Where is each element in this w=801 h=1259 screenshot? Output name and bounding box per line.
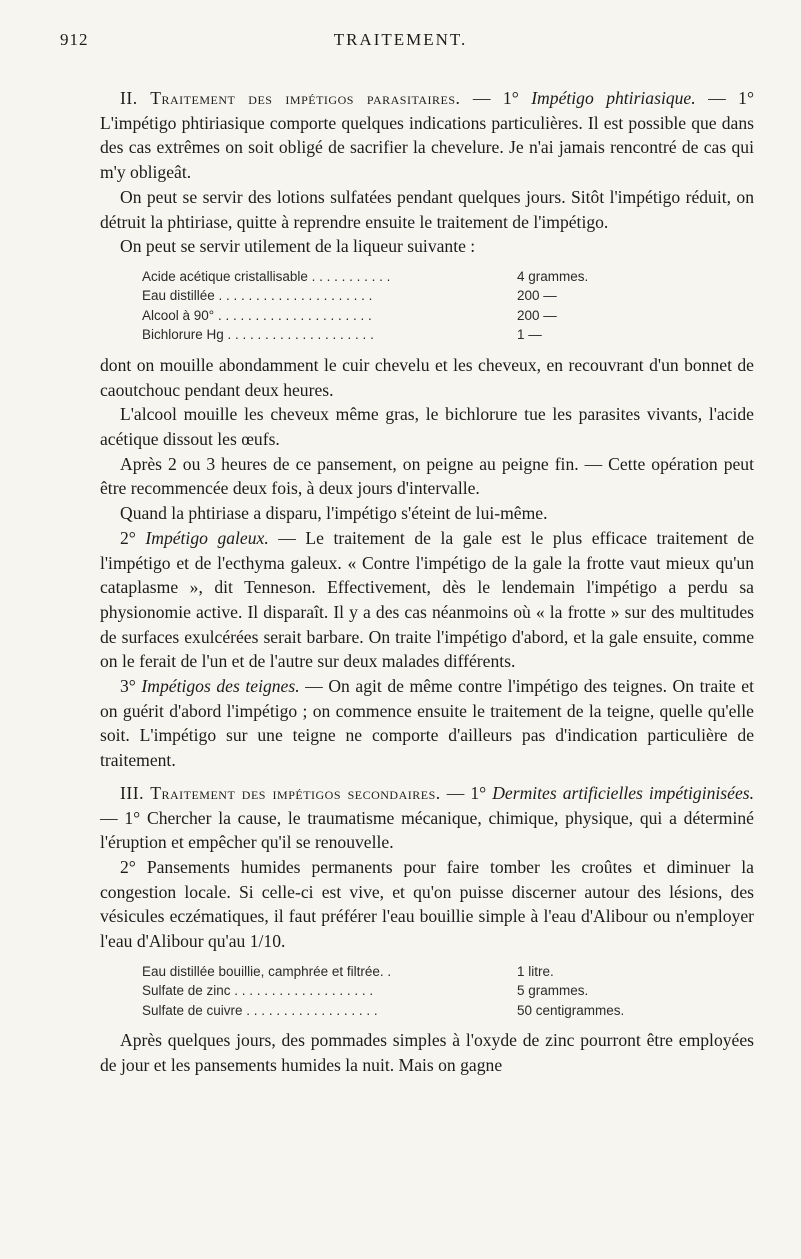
paragraph-text: — 1° L'impétigo phtiriasique comporte quelques indications particulières. Il est possible que dans des cas extrêmes on soit obligé de sacrifier la chevelure. Je n'ai jamais rencontré de cas qui m'y obligeât. (100, 88, 754, 183)
recipe-row (142, 962, 682, 982)
section-heading: III. Traitement des impétigos secondaires. (120, 782, 441, 803)
ingredient-name: Sulfate de zinc . . . . . . . . . . . . . . . . . . . (142, 983, 374, 999)
ingredient-name: Alcool à 90° . . . . . . . . . . . . . . . . . . . . . (142, 307, 372, 323)
paragraph-impetigo-galeux (100, 526, 754, 674)
heading-dash: — 1° (460, 88, 532, 108)
paragraph-text: — 1° Chercher la cause, le traumatisme mécanique, chimique, physique, qui a déterminé l'éruption et empêcher qu'il se renouvelle. (100, 807, 754, 853)
paragraph-section-iii-intro (100, 781, 754, 855)
paragraph: Quand la phtiriase a disparu, l'impétigo s'éteint de lui-même. (120, 503, 548, 524)
recipe-row (142, 1001, 682, 1021)
ingredient-quantity: 1 litre. (517, 963, 554, 979)
ingredient-name: Acide acétique cristallisable . . . . . . . . . . . (142, 268, 391, 284)
paragraph-impetigos-teignes (100, 674, 754, 773)
ingredient-quantity: 50 centigrammes. (517, 1002, 625, 1018)
ingredient-name: Bichlorure Hg . . . . . . . . . . . . . . . . . . . . (142, 327, 374, 343)
subsection-title: Impétigo phtiriasique. (531, 88, 696, 108)
paragraph: Après quelques jours, des pommades simples à l'oxyde de zinc pourront être employées de jour et les pansements humides la nuit. Mais on gagne (100, 1030, 754, 1075)
paragraph: 2° Pansements humides permanents pour faire tomber les croûtes et diminuer la congestion locale. Si celle-ci est vive, et qu'on puisse discerner autour des lésions, des vésicules eczématiques, il faut préférer l'eau bouillie simple à l'eau d'Alibour ou n'employer l'eau d'Alibour qu'au 1/10. (100, 856, 754, 952)
heading-dash: — 1° (440, 782, 493, 803)
paragraph: On peut se servir utilement de la liqueur suivante : (120, 236, 476, 257)
page-header (0, 30, 801, 54)
paragraph-text: — On agit de même contre l'impétigo des teignes. On traite et on guérit d'abord l'impétigo ; on commence ensuite le traitement de la teigne, quelle qu'elle soit. L'impétigo sur une teigne ne comporte d'ailleurs pas d'indication particulière de traitement. (100, 676, 755, 771)
subsection-title: Dermites artificielles impétiginisées. (492, 782, 754, 803)
ingredient-quantity: 200 — (517, 288, 557, 304)
subsection-title: Impétigos des teignes. (141, 676, 300, 697)
item-number: 3° (120, 676, 142, 697)
paragraph-text: — Le traitement de la gale est le plus efficace traitement de l'impétigo et de l'ecthyma galeux. « Contre l'impétigo de la gale la frotte vaut mieux qu'un cataplasme », dit Tenneson. Effectivement, dès le lendemain l'impétigo a perdu sa physionomie active. Il disparaît. Il y a des cas néanmoins où « la frotte » sur des multitudes de surfaces exulcérées serait barbare. On traite l'impétigo d'abord, et la gale ensuite, comme on le ferait de l'un et de l'autre sur deux malades différents. (100, 527, 755, 672)
section-heading: II. Traitement des impétigos parasitaires. (120, 88, 461, 108)
ingredient-name: Eau distillée . . . . . . . . . . . . . . . . . . . . . (142, 288, 373, 304)
item-number: 2° (120, 527, 146, 548)
paragraph: L'alcool mouille les cheveux même gras, le bichlorure tue les parasites vivants, l'acide acétique dissout les œufs. (100, 404, 754, 450)
paragraph: On peut se servir des lotions sulfatées pendant quelques jours. Sitôt l'impétigo réduit, on détruit la phtiriase, quitte à reprendre ensuite le traitement de l'impétigo. (100, 186, 754, 232)
running-title: TRAITEMENT. (333, 30, 468, 49)
page-number: 912 (60, 30, 89, 49)
subsection-title: Impétigo galeux. (145, 527, 269, 548)
ingredient-name: Sulfate de cuivre . . . . . . . . . . . . . . . . . . (142, 1002, 378, 1018)
paragraph-section-ii-intro (100, 86, 754, 185)
page-body (100, 86, 754, 1078)
recipe-list (142, 962, 682, 1021)
recipe-row (142, 306, 682, 326)
recipe-row (142, 286, 682, 306)
ingredient-quantity: 4 grammes. (517, 268, 589, 284)
paragraph: Après 2 ou 3 heures de ce pansement, on peigne au peigne fin. — Cette opération peut être recommencée deux fois, à deux jours d'intervalle. (100, 453, 754, 499)
recipe-row (142, 325, 682, 345)
recipe-list (142, 267, 682, 345)
ingredient-quantity: 5 grammes. (517, 983, 589, 999)
recipe-row (142, 267, 682, 287)
ingredient-quantity: 200 — (517, 307, 557, 323)
recipe-row (142, 981, 682, 1001)
ingredient-name: Eau distillée bouillie, camphrée et filtrée. . (142, 963, 392, 979)
paragraph: dont on mouille abondamment le cuir chevelu et les cheveux, en recouvrant d'un bonnet de caoutchouc pendant deux heures. (100, 354, 754, 400)
ingredient-quantity: 1 — (517, 327, 542, 343)
